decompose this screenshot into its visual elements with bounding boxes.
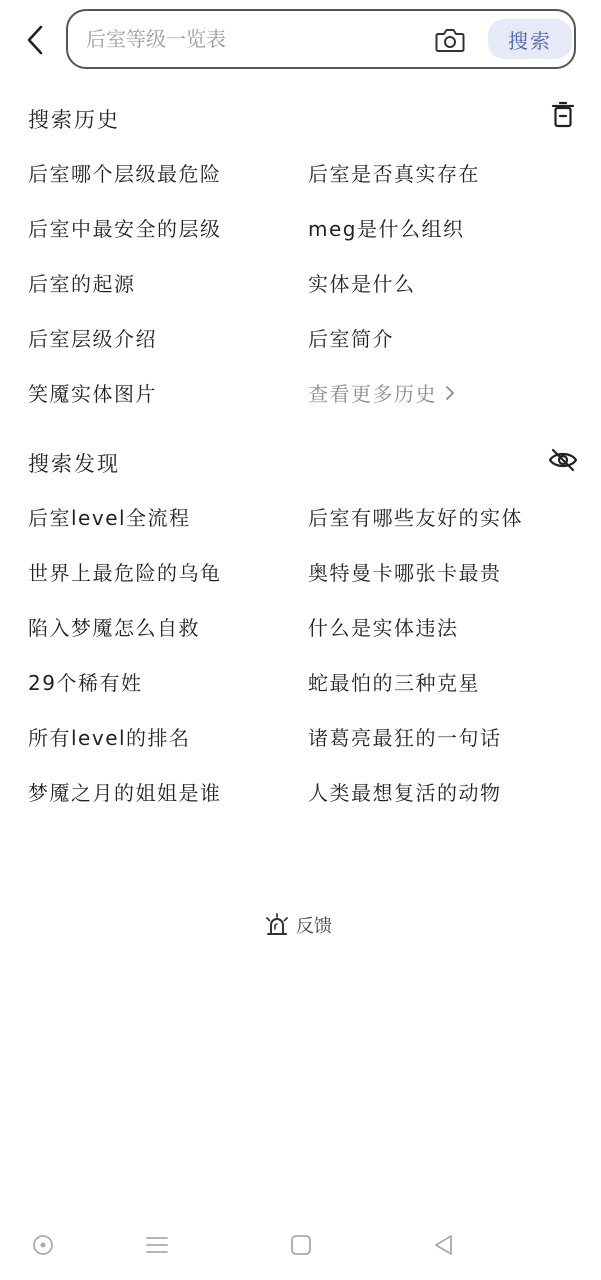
top-bar (0, 0, 601, 80)
clear-history-button[interactable] (548, 100, 578, 130)
nav-menu-button[interactable] (142, 1230, 172, 1260)
discover-item[interactable]: 世界上最危险的乌龟 (28, 561, 222, 585)
back-button[interactable] (18, 22, 52, 58)
discover-item[interactable]: 梦魇之月的姐姐是谁 (28, 781, 222, 805)
nav-back-button[interactable] (428, 1230, 458, 1260)
discover-item[interactable]: 所有level的排名 (28, 726, 191, 750)
chevron-left-icon (25, 24, 45, 56)
trash-icon (551, 101, 575, 129)
hide-discover-button[interactable] (546, 445, 580, 475)
circle-dot-icon (32, 1234, 54, 1256)
nav-home-button[interactable] (286, 1230, 316, 1260)
camera-icon (435, 27, 465, 53)
discover-list (28, 502, 573, 812)
discover-item[interactable]: 什么是实体违法 (308, 616, 459, 640)
system-nav-bar (0, 1220, 601, 1270)
discover-item[interactable]: 陷入梦魇怎么自救 (28, 616, 200, 640)
history-item[interactable]: 后室层级介绍 (28, 327, 157, 351)
discover-item[interactable]: 诸葛亮最狂的一句话 (308, 726, 502, 750)
discover-item[interactable]: 29个稀有姓 (28, 671, 143, 695)
discover-item[interactable]: 蛇最怕的三种克星 (308, 671, 480, 695)
discover-title: 搜索发现 (28, 452, 120, 476)
search-input[interactable] (86, 19, 416, 59)
nav-assistant-button[interactable] (28, 1230, 58, 1260)
square-icon (290, 1234, 312, 1256)
more-history-link[interactable] (308, 378, 457, 407)
search-box (66, 9, 576, 69)
feedback-button[interactable] (264, 910, 332, 940)
discover-item[interactable]: 后室有哪些友好的实体 (308, 506, 523, 530)
discover-item[interactable]: 后室level全流程 (28, 506, 191, 530)
history-title: 搜索历史 (28, 108, 120, 132)
menu-icon (145, 1235, 169, 1255)
alarm-light-icon (264, 913, 290, 937)
history-item[interactable]: 实体是什么 (308, 272, 416, 296)
eye-off-icon (548, 448, 578, 472)
search-button[interactable]: 搜索 (488, 19, 572, 59)
feedback-label: 反馈 (296, 916, 332, 937)
triangle-back-icon (432, 1233, 454, 1257)
camera-button[interactable] (434, 25, 466, 55)
history-item[interactable]: 后室简介 (308, 327, 394, 351)
discover-item[interactable]: 人类最想复活的动物 (308, 781, 502, 805)
discover-item[interactable]: 奥特曼卡哪张卡最贵 (308, 561, 502, 585)
history-item[interactable]: 后室的起源 (28, 272, 136, 296)
history-item[interactable]: 后室中最安全的层级 (28, 217, 222, 241)
history-item[interactable]: 后室哪个层级最危险 (28, 162, 222, 186)
history-item[interactable]: 后室是否真实存在 (308, 162, 480, 186)
history-item[interactable]: meg是什么组织 (308, 217, 465, 241)
history-list (28, 158, 573, 418)
history-item[interactable]: 笑魇实体图片 (28, 382, 157, 406)
chevron-right-icon (443, 384, 457, 402)
more-history-label: 查看更多历史 (308, 382, 437, 406)
